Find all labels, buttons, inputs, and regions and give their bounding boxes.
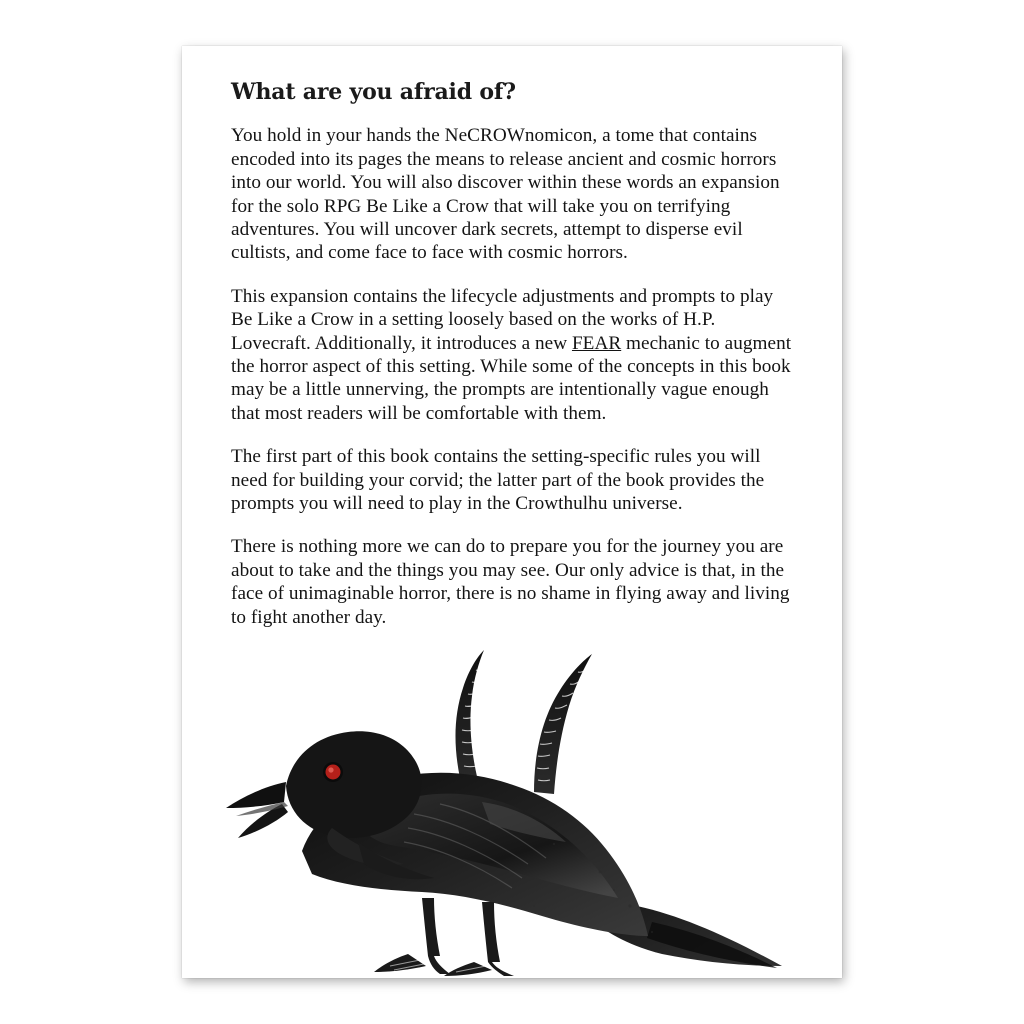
document-text-column <box>231 79 796 629</box>
paragraph-3: The first part of this book contains the setting-specific rules you will need for building your corvid; the latter part of the book provides the prompts you will need to play in the Crowthulhu universe. <box>231 446 765 515</box>
tentacle-right-icon <box>534 654 592 794</box>
document-page <box>182 46 842 978</box>
crow-eye-red <box>326 765 341 780</box>
paragraph-4: There is nothing more we can do to prepare you for the journey you are about to take and the things you may see. Our only advice is that, in the face of unimaginable horror, there is no shame in flying away and living to fight another day. <box>231 536 790 628</box>
paragraph-2 <box>231 285 796 425</box>
paragraph-1: You hold in your hands the NeCROWnomicon, a tome that contains encoded into its pages the means to release ancient and cosmic horrors into our world. You will also discover within these words an expansion for the solo RPG Be Like a Crow that will take you on terrifying adventures. You will uncover dark secrets, attempt to disperse evil cultists, and come face to face with cosmic horrors. <box>231 125 780 264</box>
paragraph-2-before-fear: This expansion contains the lifecycle adjustments and prompts to play Be Like a Crow in a setting loosely based on the works of H.P. Lovecraft. Additionally, it introduces a new <box>231 285 774 354</box>
crow-illustration-container <box>182 606 842 978</box>
tentacle-left-icon <box>455 650 484 792</box>
paragraph-2-after-fear: mechanic to augment the horror aspect of this setting. While some of the concepts in this book may be a little unnerving, the prompts are intentionally vague enough that most readers will be comfortable with them. <box>231 332 792 424</box>
crow-legs <box>374 898 514 976</box>
crow-with-tentacles-illustration <box>182 606 842 978</box>
fear-keyword: FEAR <box>571 332 622 354</box>
page-title: What are you afraid of? <box>231 79 516 105</box>
